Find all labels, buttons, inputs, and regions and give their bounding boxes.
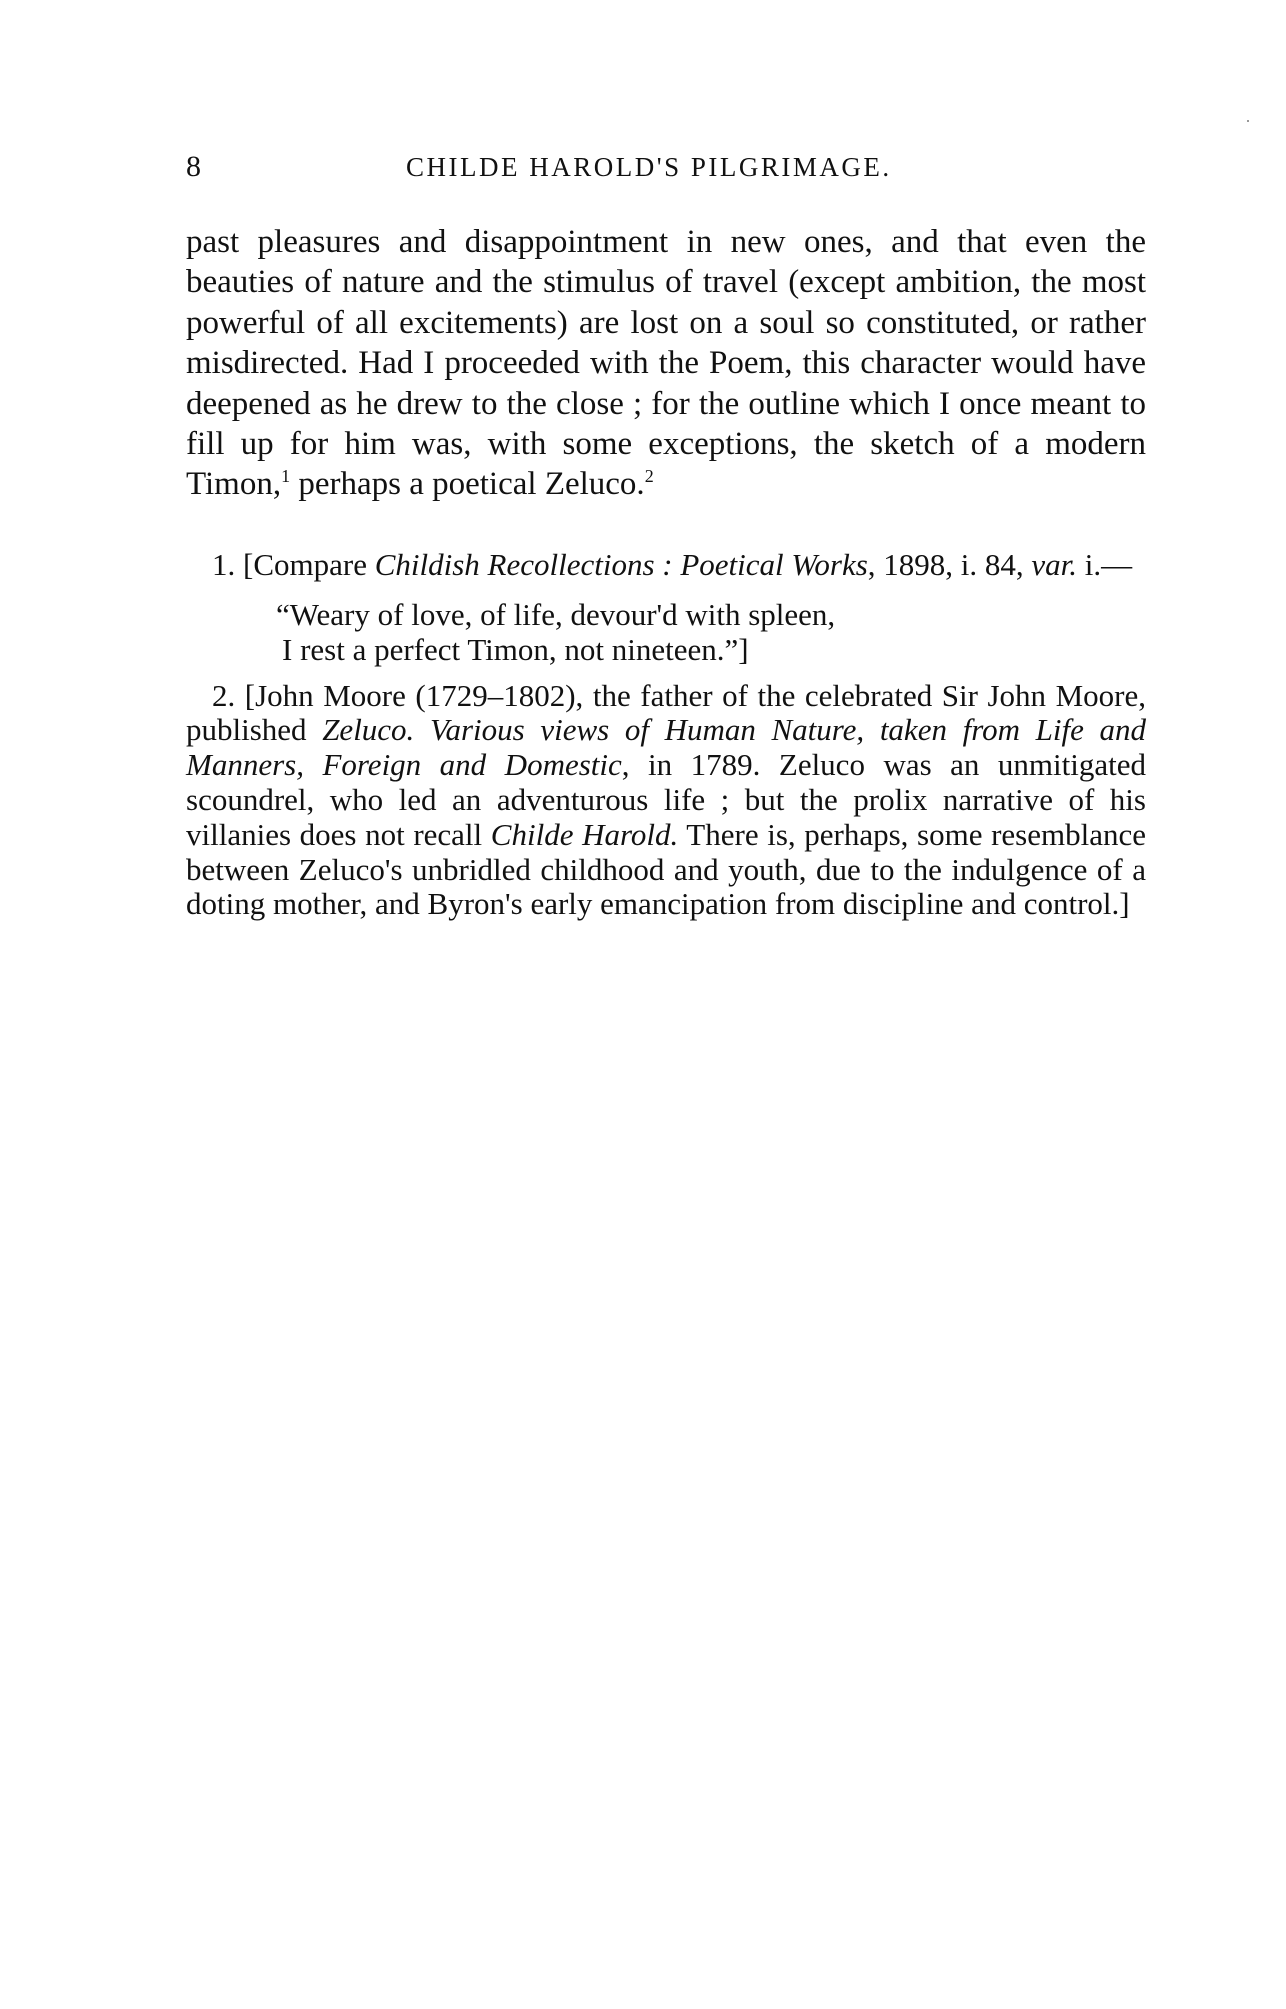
body-text-part2: perhaps a poetical Zeluco. (290, 466, 645, 503)
footnote-1-text: , 1898, i. 84, (867, 546, 1032, 582)
footnote-2-text: , in 1789. Zeluco was an unmitigated scoundrel, who led an adventurous life ; but the prolix narrative of his villanies does not recall (186, 747, 1146, 852)
footnote-1-verse (276, 597, 1146, 667)
scan-speck (1247, 120, 1249, 122)
footnote-ref-1: 1 (281, 466, 291, 487)
footnote-1-italic-var: var. (1031, 546, 1078, 582)
running-head (186, 150, 1146, 194)
footnote-1-number: 1. (212, 546, 236, 582)
verse-line: “Weary of love, of life, devour'd with spleen, (276, 596, 836, 632)
body-text-part1: past pleasures and disappointment in new ones, and that even the beauties of nature and the stimulus of travel (except ambition, the most powerful of all excitements) are lost on a soul so constituted, or rather misdirected. Had I proceeded with the Poem, this character would have deepened as he drew to the close ; for the outline which I once meant to fill up for him was, with some exceptions, the sketch of a modern Timon, (186, 224, 1146, 503)
book-page (186, 150, 1146, 922)
verse-line: I rest a perfect Timon, not nineteen.”] (282, 631, 749, 667)
footnote-2-italic-title: Childe Harold. (490, 816, 679, 852)
footnote-1-text: [Compare (235, 546, 375, 582)
footnote-1-italic-title: Childish Recollections : Poetical Works (374, 546, 868, 582)
footnote-2 (186, 679, 1146, 923)
footnote-1 (186, 548, 1146, 583)
footnote-2-text: There is, perhaps, some resemblance between Zeluco's unbridled childhood and youth, due to the indulgence of a doting mother, and Byron's early emancipation from discipline and control.] (186, 816, 1147, 922)
footnotes (186, 548, 1146, 922)
page-number: 8 (186, 150, 201, 183)
footnote-ref-2: 2 (644, 466, 654, 487)
footnote-2-text: [John Moore (1729–1802), the father of the celebrated Sir John Moore, published (186, 677, 1146, 748)
footnote-1-text: i.— (1077, 546, 1133, 582)
footnote-2-italic-title: Zeluco. Various views of Human Nature, taken from Life and Manners, Foreign and Domestic (186, 712, 1146, 783)
footnote-2-number: 2. (212, 677, 236, 713)
running-title: CHILDE HAROLD'S PILGRIMAGE. (406, 152, 892, 182)
body-paragraph (186, 222, 1146, 505)
